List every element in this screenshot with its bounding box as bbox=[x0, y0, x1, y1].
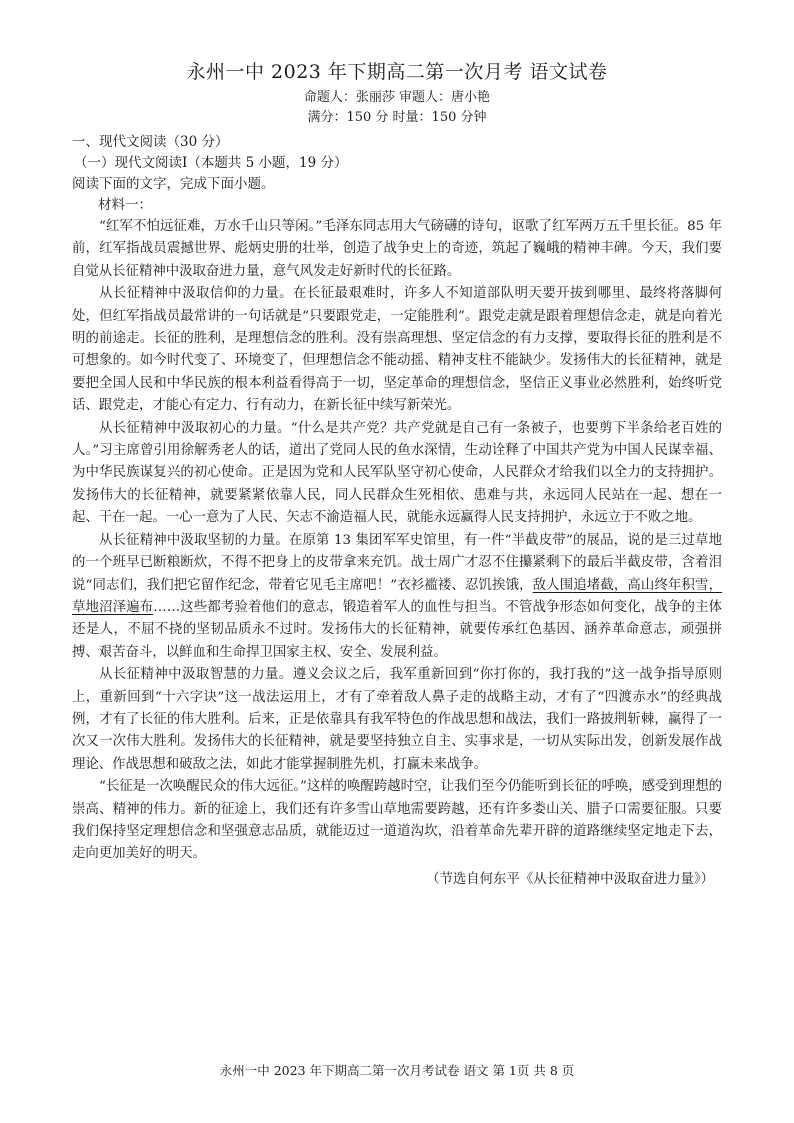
paragraph-4-part-b: ……这些都考验着他们的意志，锻造着军人的血性与担当。不管战争形态如何变化，战争的主体还是人，不屈不挠的坚韧品质永不过时。发扬伟大的长征精神，就要传承红色基因、涵养革命意志，顽强拼搏、艰苦奋斗，以鲜血和生命捍卫国家主权、安全、发展利益。 bbox=[72, 599, 723, 660]
setter-line: 命题人：张丽莎 审题人：唐小艳 bbox=[303, 90, 491, 105]
paragraph-2: 从长征精神中汲取信仰的力量。在长征最艰难时，许多人不知道部队明天要开拔到哪里、最终将落脚何处，但红军指战员最常讲的一句话就是“只要跟党走，一定能胜利”。跟党走就是跟着理想信念走，就是向着光明的前途走。长征的胜利，是理想信念的胜利。没有崇高理想、坚定信念的有力支撑，要取得长征的胜利是不可想象的。如今时代变了、环境变了，但理想信念不能动摇、精神支柱不能缺少。发扬伟大的长征精神，就是要把全国人民和中华民族的根本利益看得高于一切，坚定革命的理想信念，坚信正义事业必然胜利，始终听党话、跟党走，才能心有定力、行有动力，在新长征中续写新荣光。 bbox=[72, 286, 722, 414]
paragraph-1: “红军不怕远征难，万水千山只等闲。”毛泽东同志用大气磅礴的诗句，讴歌了红军两万五千里长征。85 年前，红军指战员震撼世界、彪炳史册的壮举，创造了战争史上的奇迹，筑起了巍峨的精神丰碑。今天，我们要自觉从长征精神中汲取奋进力量，意气风发走好新时代的长征路。 bbox=[72, 219, 722, 279]
paragraph-3: 从长征精神中汲取初心的力量。“什么是共产党？共产党就是自己有一条被子，也要剪下半条给老百姓的人。”习主席曾引用徐解秀老人的话，道出了党同人民的鱼水深情，生动诠释了中国共产党为中国人民谋幸福、为中华民族谋复兴的初心使命。正是因为党和人民军队坚守初心使命，人民群众才给我们以全力的支持拥护。发扬伟大的长征精神，就要紧紧依靠人民，同人民群众生死相依、患难与共，永远同人民站在一起、想在一起、干在一起。一心一意为了人民、矢志不渝造福人民，就能永远赢得人民支持拥护，永远立于不败之地。 bbox=[72, 420, 722, 526]
reading-section bbox=[72, 132, 722, 892]
material-label: 材料一： bbox=[98, 197, 152, 213]
page-footer: 永州一中 2023 年下期高二第一次月考试卷 语文 第 1页 共 8 页 bbox=[219, 1063, 575, 1078]
paragraph-4 bbox=[72, 530, 722, 664]
underlined-phrase: 敌人围追堵截，高山终年积雪，草地沼泽遍布 bbox=[72, 577, 722, 615]
paragraph-5: 从长征精神中汲取智慧的力量。遵义会议之后，我军重新回到“你打你的，我打我的”这一战争指导原则上，重新回到“十六字诀”这一战法运用上，才有了牵着敌人鼻子走的战略主动，才有了“四渡赤水”的经典战例，才有了长征的伟大胜利。后来，正是依靠具有我军特色的作战思想和战法，我们一路披荆斩棘，赢得了一次又一次伟大胜利。发扬伟大的长征精神，就是要坚持独立自主、实事求是，一切从实际出发，创新发展作战理论、作战思想和破敌之法，如此才能掌握制胜先机，打赢未来战争。 bbox=[72, 667, 722, 772]
sub-section-heading: （一）现代文阅读Ⅰ（本题共 5 小题，19 分） bbox=[74, 155, 348, 171]
section-heading: 一、现代文阅读（30 分） bbox=[72, 134, 229, 150]
score-time-line: 满分：150 分 时量：150 分钟 bbox=[307, 110, 487, 125]
exam-title: 永州一中 2023 年下期高二第一次月考 语文试卷 bbox=[186, 61, 608, 83]
paragraph-4-part-a: 从长征精神中汲取坚韧的力量。在原第 13 集团军军史馆里，有一件“半截皮带”的展品，说的是三过草地的一个班早已断粮断炊，不得不把身上的皮带拿来充饥。战士周广才忍不住攥紧剩下的最后半截皮带，含着泪说“同志们，我们把它留作纪念，带着它见毛主席吧！”衣衫褴褛、忍饥挨饿， bbox=[72, 532, 722, 593]
source-citation: （节选自何东平《从长征精神中汲取奋进力量》） bbox=[426, 871, 714, 887]
paragraph-6: “长征是一次唤醒民众的伟大远征。”这样的唤醒跨越时空，让我们至今仍能听到长征的呼唤，感受到理想的崇高、精神的伟力。新的征途上，我们还有许多雪山草地需要跨越，还有许多娄山关、腊子口需要征服。只要我们保持坚定理想信念和坚强意志品质，就能迈过一道道沟坎，沿着革命先辈开辟的道路继续坚定地走下去，走向更加美好的明天。 bbox=[72, 779, 722, 862]
reading-instruction: 阅读下面的文字，完成下面小题。 bbox=[72, 176, 275, 192]
